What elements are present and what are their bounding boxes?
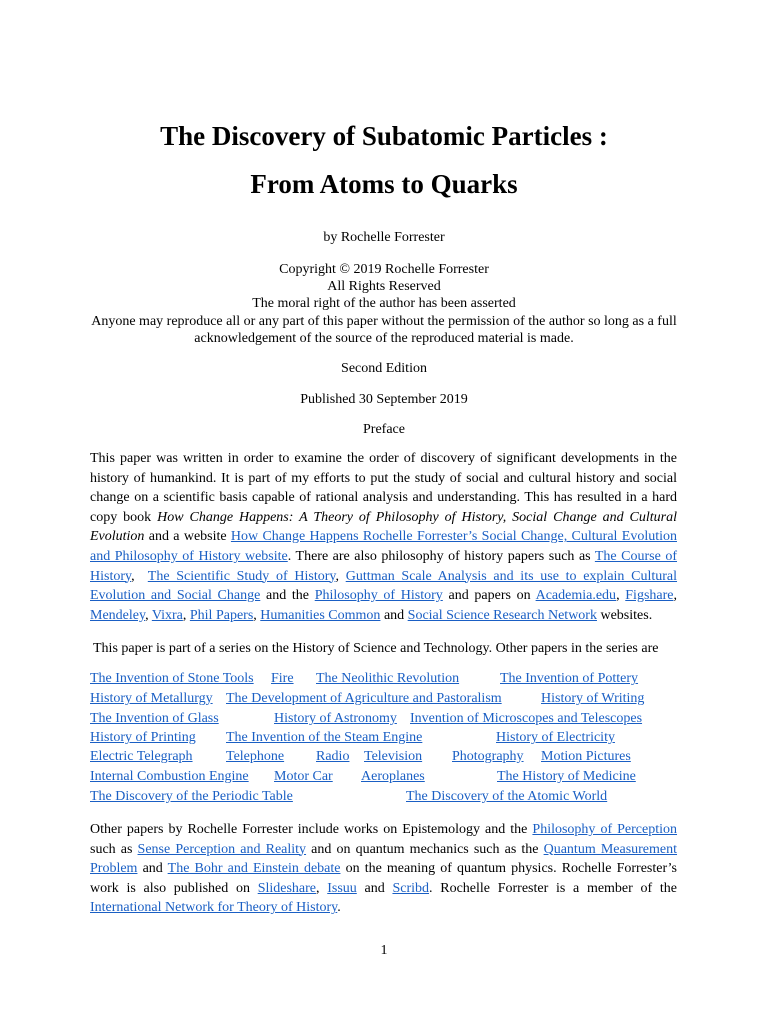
acknowledgement-line: acknowledgement of the source of the reproduced material is made. [194,331,574,346]
series-row [0,670,768,688]
series-link[interactable]: Aeroplanes [361,769,425,784]
preface-heading: Preface [363,422,405,437]
series-link[interactable]: Telephone [226,749,285,764]
series-link[interactable]: Motion Pictures [541,749,631,764]
edition: Second Edition [341,361,427,376]
bohr-einstein-link[interactable]: The Bohr and Einstein debate [167,861,341,877]
series-link[interactable]: Photography [452,749,524,764]
series-row [0,690,768,708]
series-link[interactable]: The Discovery of the Atomic World [406,789,608,804]
moral-right-line: The moral right of the author has been asserted [252,296,516,311]
mendeley-link[interactable]: Mendeley [90,607,146,623]
phil-papers-link[interactable]: Phil Papers [189,607,254,623]
philosophy-of-history-link[interactable]: Philosophy of History [314,588,443,604]
series-link[interactable]: The History of Medicine [497,769,636,784]
published-date: Published 30 September 2019 [300,392,468,407]
slideshare-link[interactable]: Slideshare [257,880,317,896]
sense-perception-link[interactable]: Sense Perception and Reality [137,841,307,857]
preface-paragraph: This paper was written in order to examine the order of discovery of significant developments in the history of humankind. It is part of my efforts to put the study of social and cultural history and social change on a scientific basis capable of rational analysis and understanding. This has resulted in a hard copy book How Change Happens: A Theory of Philosophy of History, Social Change and Cultural Evolution and a website How Change Happens Rochelle Forrester’s Social Change, Cultural Evolution and Philosophy of History website. There are also philosophy of history papers such as The Course of History, The Scientific Study of History, Guttman Scale Analysis and its use to explain Cultural Evolution and Social Change and the Philosophy of History and papers on Academia.edu, Figshare, Mendeley, Vixra, Phil Papers, Humanities Common and Social Science Research Network websites. [90,451,678,623]
book-title: How Change Happens: A Theory of Philosophy of History, Social Change and Cultural Evolution [90,509,677,545]
series-link[interactable]: History of Metallurgy [90,691,213,706]
website-link[interactable]: How Change Happens Rochelle Forrester’s Social Change, Cultural Evolution and Philosophy of History website [90,529,677,564]
scribd-link[interactable]: Scribd [392,880,430,896]
title-line-1: The Discovery of Subatomic Particles : [160,121,608,151]
series-link[interactable]: Television [364,749,423,764]
series-row [0,729,768,747]
reproduce-line: Anyone may reproduce all or any part of this paper without the permission of the author so long as a full [91,314,677,329]
series-link[interactable]: The Invention of Glass [90,711,219,726]
theory-of-history-network-link[interactable]: International Network for Theory of History [90,900,338,916]
byline: by Rochelle Forrester [323,230,445,245]
series-link[interactable]: Electric Telegraph [90,749,193,764]
series-link[interactable]: The Invention of the Steam Engine [226,730,423,745]
series-link[interactable]: Radio [316,749,350,764]
series-link[interactable]: History of Writing [541,691,645,706]
series-link[interactable]: Invention of Microscopes and Telescopes [410,711,643,726]
series-link[interactable]: The Invention of Pottery [500,671,639,686]
copyright-line: Copyright © 2019 Rochelle Forrester [279,262,489,277]
series-row [0,768,768,786]
page-number: 1 [380,943,388,958]
series-link[interactable]: History of Astronomy [274,711,397,726]
humanities-common-link[interactable]: Humanities Common [260,607,381,623]
figshare-link[interactable]: Figshare [625,588,674,604]
academia-link[interactable]: Academia.edu [535,588,617,604]
vixra-link[interactable]: Vixra [151,607,183,623]
series-row [0,748,768,766]
series-link[interactable]: Fire [271,671,294,686]
series-link[interactable]: History of Printing [90,730,196,745]
series-link[interactable]: History of Electricity [496,730,615,745]
scientific-study-link[interactable]: The Scientific Study of History [147,568,336,584]
series-row [0,788,768,806]
quantum-measurement-link[interactable]: Quantum Measurement Problem [90,841,678,877]
rights-line: All Rights Reserved [327,279,441,294]
issuu-link[interactable]: Issuu [327,880,357,896]
guttman-link[interactable]: Guttman Scale Analysis and its use to explain Cultural Evolution and Social Change [90,568,678,604]
other-papers-paragraph: Other papers by Rochelle Forrester include works on Epistemology and the Philosophy of Perception such as Sense Perception and Reality and on quantum mechanics such as the Quantum Measurement Problem and The Bohr and Einstein debate on the meaning of quantum physics. Rochelle Forrester’s work is also published on Slideshare, Issuu and Scribd. Rochelle Forrester is a member of the International Network for Theory of History. [90,822,678,916]
title-line-2: From Atoms to Quarks [250,169,518,199]
course-of-history-link[interactable]: The Course of History [90,548,678,584]
series-link[interactable]: Motor Car [274,769,333,784]
series-link[interactable]: The Neolithic Revolution [316,671,460,686]
ssrn-link[interactable]: Social Science Research Network [407,607,597,623]
series-link[interactable]: The Discovery of the Periodic Table [90,789,293,804]
series-row [0,710,768,728]
series-link[interactable]: Internal Combustion Engine [90,769,249,784]
series-intro: This paper is part of a series on the History of Science and Technology. Other papers in the series are [93,641,659,656]
philosophy-of-perception-link[interactable]: Philosophy of Perception [532,822,678,837]
series-link[interactable]: The Development of Agriculture and Pastoralism [226,691,502,706]
series-link[interactable]: The Invention of Stone Tools [90,671,254,686]
